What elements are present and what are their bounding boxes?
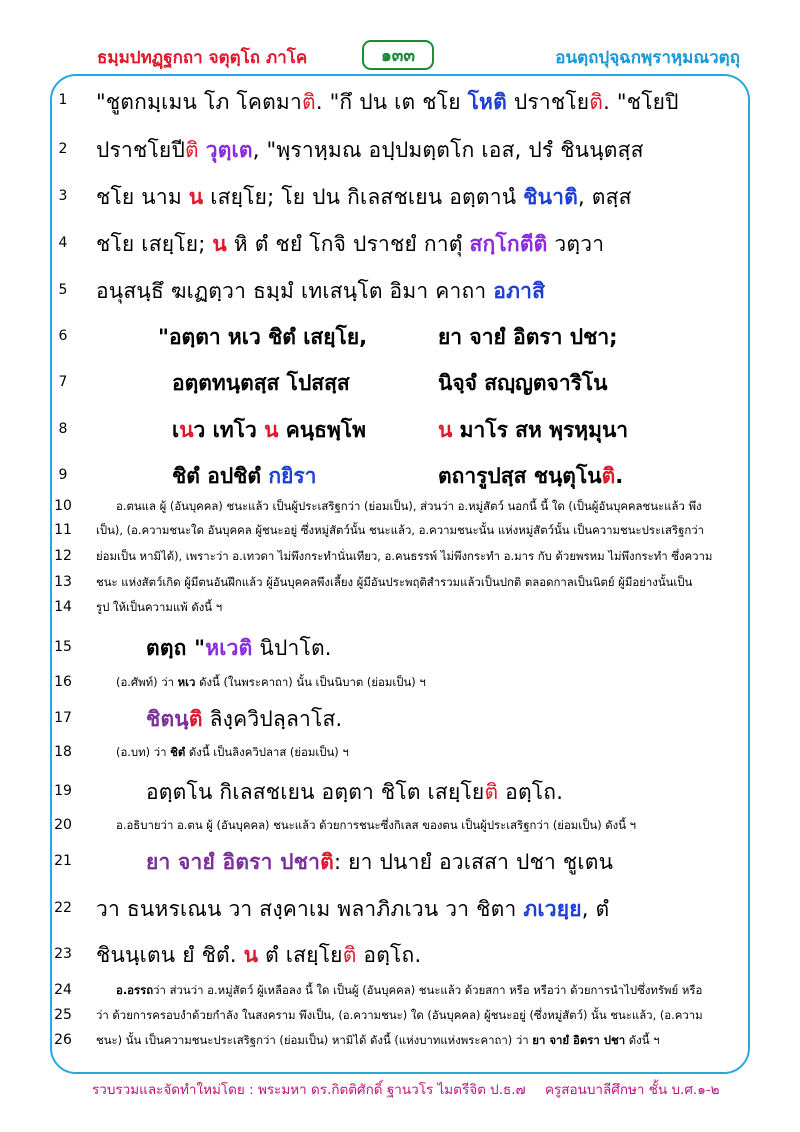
line-number: 17 xyxy=(54,710,72,726)
text-line-3: ชโย นาม น เสยฺโย; โย ปน กิเลสชเยน อตฺตานํ ชินาติ, ตสฺส xyxy=(96,185,632,209)
line-number: 24 xyxy=(54,982,72,998)
line-number: 8 xyxy=(58,421,68,437)
line-number: 20 xyxy=(54,817,72,833)
translation-line-18: (อ.บท) ว่า ชิตํ ดังนี้ เป็นลิงควิปลาส (ย่อมเป็น) ฯ xyxy=(116,745,349,759)
line-number: 10 xyxy=(54,498,72,514)
verse-8b: น มาโร สห พฺรหฺมุนา xyxy=(438,418,629,442)
verse-9b: ตถารูปสฺส ชนฺตุโนติ. xyxy=(438,464,624,488)
line-number: 14 xyxy=(54,599,72,615)
line-number: 18 xyxy=(54,744,72,760)
translation-line-13: ชนะ แห่งสัตว์เกิด ผู้มีตนอันฝึกแล้ว ผู้อันบุคคลพึงเลี้ยง ผู้มีอันประพฤติสำรวมแล้วเป็นปกติ ตลอดกาลเป็นนิตย์ ผู้มีอย่างนั้นเป็น xyxy=(96,575,693,589)
translation-line-14: รูป ให้เป็นความแพ้ ดังนี้ ฯ xyxy=(96,600,223,614)
line-number: 21 xyxy=(54,853,72,869)
text-line-15: ตตฺถ "หเวติ นิปาโต. xyxy=(146,636,332,660)
verse-7a: อตฺตทนฺตสฺส โปสสฺส xyxy=(172,371,350,395)
text-line-21: ยา จายํ อิตรา ปชาติ: ยา ปนายํ อวเสสา ปชา ชูเตน xyxy=(146,850,614,874)
text-line-1: "ชูตกมฺเมน โภ โคตมาติ. "กึ ปน เต ชโย โหติ ปราชโยติ. "ชโยปิ xyxy=(96,90,679,114)
translation-line-11: เป็น), (อ.ความชนะใด อันบุคคล ผู้ชนะอยู่ ซึ่งหมู่สัตว์นั้น ชนะแล้ว, อ.ความชนะนั้น แห่งหมู่สัตว์นั้น เป็นความชนะประเสริฐกว่า xyxy=(96,523,705,537)
line-number: 9 xyxy=(58,467,68,483)
line-number: 23 xyxy=(54,946,72,962)
line-number: 25 xyxy=(54,1007,72,1023)
line-number: 1 xyxy=(58,92,68,108)
text-line-17: ชิตนฺติ ลิงฺควิปลฺลาโส. xyxy=(146,707,343,731)
line-number: 3 xyxy=(58,188,68,204)
footer-author: รวบรวมและจัดทำใหม่โดย : พระมหา ดร.กิตติศักดิ์ ฐานวโร ไมตรีจิต ป.ธ.๗ xyxy=(92,1082,526,1098)
page-number: ๑๓๓ xyxy=(380,45,416,66)
verse-6a: "อตฺตา หเว ชิตํ เสยฺโย, xyxy=(158,325,368,349)
line-number: 22 xyxy=(54,900,72,916)
translation-line-24: อ.อรรถว่า ส่วนว่า อ.หมู่สัตว์ ผู้เหลือลง นี้ ใด เป็นผู้ (อันบุคคล) ชนะแล้ว ด้วยสกา หรือ หรือว่า ด้วยการนำไปซึ่งทรัพย์ หรือ xyxy=(116,983,703,997)
translation-line-26: ชนะ) นั้น เป็นความชนะประเสริฐกว่า (ย่อมเป็น) หามิได้ ดังนี้ (แห่งบาทแห่งพระคาถา) ว่า ยา จายํ อิตรา ปชา ดังนี้ ฯ xyxy=(96,1033,660,1047)
translation-line-20: อ.อธิบายว่า อ.ตน ผู้ (อันบุคคล) ชนะแล้ว ด้วยการชนะซึ่งกิเลส ของตน เป็นผู้ประเสริฐกว่า (ย่อมเป็น) ดังนี้ ฯ xyxy=(116,818,637,832)
line-number: 13 xyxy=(54,574,72,590)
line-number: 5 xyxy=(58,282,68,298)
verse-9a: ชิตํ อปชิตํ กยิรา xyxy=(172,464,317,488)
line-number: 4 xyxy=(58,235,68,251)
line-number: 7 xyxy=(58,374,68,390)
verse-8a: เนว เทโว น คนฺธพฺโพ xyxy=(172,418,366,442)
translation-line-12: ย่อมเป็น หามิได้), เพราะว่า อ.เทวดา ไม่พึงกระทำนั่นเทียว, อ.คนธรรพ์ ไม่พึงกระทำ อ.มาร กับ ด้วยพรหม ไม่พึงกระทำ ซึ่งความ xyxy=(96,549,713,563)
line-number: 2 xyxy=(58,141,68,157)
text-line-23: ชินนฺเตน ยํ ชิตํ. น ตํ เสยฺโยติ อตฺโถ. xyxy=(96,943,422,967)
line-number: 11 xyxy=(54,522,72,538)
text-line-22: วา ธนหรเณน วา สงฺคาเม พลาภิภเวน วา ชิตา ภเวยฺย, ตํ xyxy=(96,897,610,921)
header-right-title: อนตฺถปุจฺฉกพฺราหฺมณวตฺถุ xyxy=(555,48,740,68)
text-line-2: ปราชโยปีติ วุตฺเต, "พฺราหฺมณ อปฺปมตฺตโก เอส, ปรํ ชินนฺตสฺส xyxy=(96,138,644,162)
text-line-19: อตฺตโน กิเลสชเยน อตฺตา ชิโต เสยฺโยติ อตฺโถ. xyxy=(146,780,564,804)
header-left-title: ธมฺมปทฏฺฐกถา จตุตฺโถ ภาโค xyxy=(97,48,308,68)
line-number: 6 xyxy=(58,328,68,344)
translation-line-16: (อ.ศัพท์) ว่า หเว ดังนี้ (ในพระคาถา) นั้น เป็นนิบาต (ย่อมเป็น) ฯ xyxy=(116,675,426,689)
translation-line-25: ว่า ด้วยการครอบงำด้วยกำลัง ในสงคราม พึงเป็น, (อ.ความชนะ) ใด (อันบุคคล) ผู้ชนะอยู่ (ซึ่งหมู่สัตว์) นั้น ชนะแล้ว, (อ.ความ xyxy=(96,1008,703,1022)
translation-line-10: อ.ตนแล ผู้ (อันบุคคล) ชนะแล้ว เป็นผู้ประเสริฐกว่า (ย่อมเป็น), ส่วนว่า อ.หมู่สัตว์ นอกนี้ นี้ ใด (เป็นผู้อันบุคคลชนะแล้ว พึง xyxy=(116,499,702,513)
line-number: 16 xyxy=(54,674,72,690)
text-line-5: อนุสนฺธึ ฆเฏตฺวา ธมฺมํ เทเสนฺโต อิมา คาถา อภาสิ xyxy=(96,279,546,303)
text-line-4: ชโย เสยฺโย; น หิ ตํ ชยํ โกจิ ปราชยํ กาตุํ สกฺโกตีติ วตฺวา xyxy=(96,232,605,256)
verse-7b: นิจฺจํ สญฺญตจาริโน xyxy=(438,371,608,395)
line-number: 12 xyxy=(54,548,72,564)
verse-6b: ยา จายํ อิตรา ปชา; xyxy=(438,325,618,349)
line-number: 26 xyxy=(54,1032,72,1048)
footer-course: ครูสอนบาลีศึกษา ชั้น บ.ศ.๑-๒ xyxy=(545,1082,720,1098)
line-number: 19 xyxy=(54,783,72,799)
line-number: 15 xyxy=(54,639,72,655)
page-number-box xyxy=(362,40,434,70)
